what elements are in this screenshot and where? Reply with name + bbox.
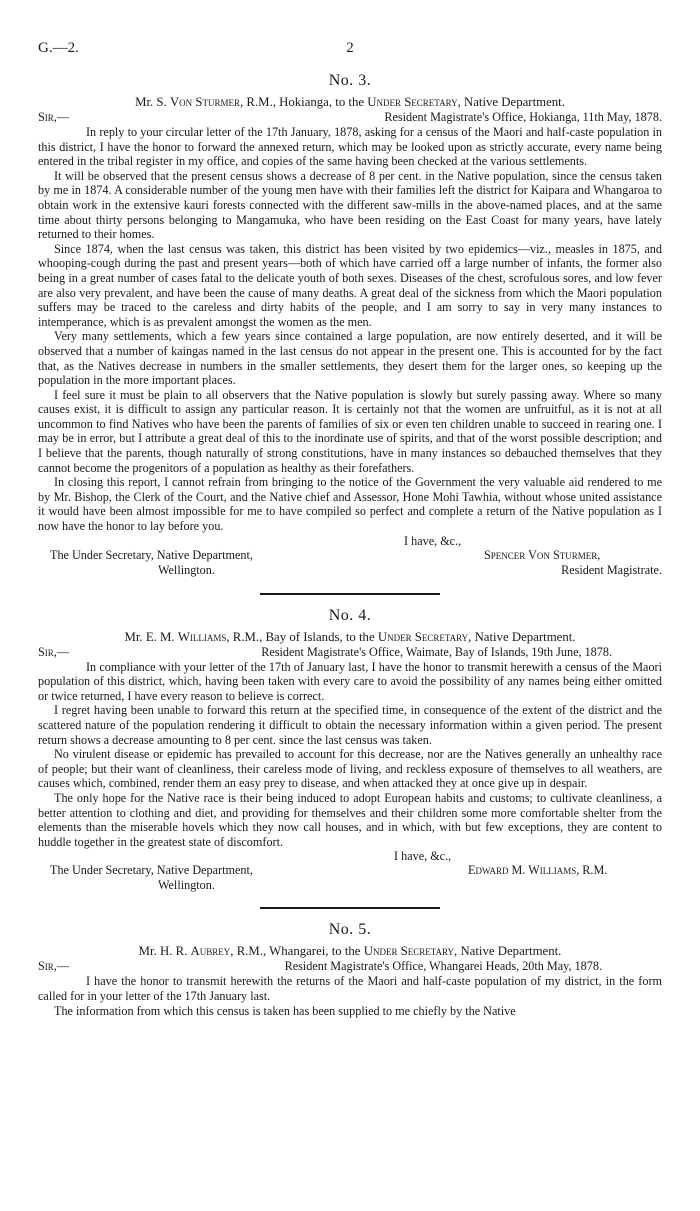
paragraph: In reply to your circular letter of the 17th January, 1878, asking for a census of the Maori and half-caste population in this district, I have the honor to forward the annexed return, which may be looked upon as strictly accurate, every name being entered in the tribal register in my office, and copies of the same having been checked at the various settlements. <box>38 125 662 169</box>
paragraph: In compliance with your letter of the 17th of January last, I have the honor to transmit herewith a census of the Maori population of this district, which, having been taken with every care to avoid the possibility of any names being either omitted or twice returned, I have every reason to believe is correct. <box>38 659 662 703</box>
salutation-row <box>38 110 662 125</box>
paragraph: Very many settlements, which a few years since contained a large population, are now entirely deserted, and it will be observed that a number of kaingas named in the last census do not appear in the present one. This is accounted for by the fact that, as the Natives decrease in numbers in the smaller settlements, they desert them for the larger ones, so keeping up the population in the more important places. <box>38 329 662 388</box>
paragraph: The information from which this census is taken has been supplied to me chiefly by the Native <box>54 1003 516 1018</box>
recipient-title: Under Secretary <box>367 95 458 109</box>
document-reference: G.—2. <box>38 40 79 56</box>
letter-heading: No. 3. <box>328 72 372 89</box>
paragraph: I regret having been unable to forward this return at the specified time, in consequence of the extent of the district and the scattered nature of the population rendering it difficult to obtain the necessary information within a given period. The present return shows a decrease amounting to 8 per cent. since the last census was taken. <box>38 703 662 747</box>
addressed-part: , Native Department. <box>457 95 565 109</box>
paragraph: I feel sure it must be plain to all observers that the Native population is slowly but surely passing away. Where so many causes exist, it is difficult to assign any particular reason. It is certainly not that the women are unfruitful, as it is not at all uncommon to find Natives who have been the parents of families of six or even ten children unable to succeed in rearing one. I may be in error, but I attribute a great deal of this to the inordinate use of spirits, and that of the worst possible description; and I believe that the parents, though naturally of strong constitutions, have in many instances so debauched themselves that they cannot become the progenitors of a population as healthy as their forefathers. <box>38 387 662 475</box>
signature-title: Resident Magistrate. <box>561 562 662 577</box>
letter-addressed-line <box>38 943 662 959</box>
recipient: The Under Secretary, Native Department, <box>50 863 253 878</box>
signature: Edward M. Williams, R.M. <box>468 863 608 878</box>
letter-no-4 <box>38 606 662 893</box>
addressed-part: , R.M., Whangarei, to the <box>230 944 364 959</box>
office-dateline: Resident Magistrate's Office, Hokianga, 11th May, 1878. <box>384 110 662 124</box>
letter-addressed-line <box>38 94 662 110</box>
addressed-part: Mr. H. R. <box>138 944 191 959</box>
page-header <box>38 0 662 62</box>
paragraph: In closing this report, I cannot refrain from bringing to the notice of the Government the very valuable aid rendered to me by Mr. Bishop, the Clerk of the Court, and the Native chief and Assessor, Hone Mohi Tawhia, without whose united assistance it would have been almost impossible for me to have compiled so perfect and complete a return of the Native population as I now have the honor to lay before you. <box>38 475 662 534</box>
letter-no-3 <box>38 72 662 579</box>
paragraph: No virulent disease or epidemic has prevailed to account for this decrease, nor are the Natives generally an unhealthy race of people; but their want of cleanliness, their careless mode of living, and reckless exposure of themselves to all weathers, are causes which, combined, render them an easy prey to disease, and when attacked they at once give up in despair. <box>38 747 662 791</box>
section-divider <box>260 907 440 909</box>
signoff-block <box>38 534 662 579</box>
page-number: 2 <box>346 40 354 56</box>
recipient: The Under Secretary, Native Department, <box>50 547 253 562</box>
salutation-row <box>38 959 662 974</box>
addressed-part: , R.M., Hokianga, to the <box>240 95 368 109</box>
paragraph: I have the honor to transmit herewith the returns of the Maori and half-caste population of my district, in the form called for in your letter of the 17th January last. <box>38 974 662 1003</box>
letter-addressed-line <box>38 629 662 645</box>
addressed-part: Mr. E. M. <box>124 629 178 644</box>
addressed-part: , Native Department. <box>454 944 562 959</box>
paragraph: Since 1874, when the last census was taken, this district has been visited by two epidemics—viz., measles in 1875, and whooping-cough during the past and present years—both of which have carried off a large number of infants, the former also being in a great number of cases fatal to the delicate youth of both sexes. Diseases of the chest, scrofulous sores, and low fever are also very prevalent, and have been the cause of many deaths. A great deal of the sickness from which the Maori population suffers may be traced to the careless and dirty habits of the people, and I am sorry to say in very many instances to intemperance, which is as prevalent amongst the women as the men. <box>38 241 662 329</box>
recipient-city: Wellington. <box>158 878 215 893</box>
salutation-row <box>38 645 662 660</box>
addressed-part: , Native Department. <box>468 629 576 644</box>
addressed-part: , R.M., Bay of Islands, to the <box>226 629 378 644</box>
paragraph: The only hope for the Native race is their being induced to adopt European habits and customs; to cultivate cleanliness, a better attention to clothing and diet, and providing for themselves and their children some more comfortable shelter from the elements than the miserable hovels which they now call houses, and in which, with but few exceptions, they are content to huddle together in the greatest state of discomfort. <box>38 790 662 849</box>
sender-name: Von Sturmer <box>169 95 240 109</box>
office-dateline: Resident Magistrate's Office, Waimate, Bay of Islands, 19th June, 1878. <box>261 644 612 659</box>
signoff-block <box>38 849 662 893</box>
letter-heading: No. 4. <box>328 606 372 624</box>
signature: Spencer Von Sturmer, <box>484 547 601 562</box>
recipient-title: Under Secretary <box>377 629 469 644</box>
letter-no-5 <box>38 921 662 1018</box>
section-divider <box>260 593 440 595</box>
closing: I have, &c., <box>394 849 452 864</box>
salutation: Sir,— <box>38 644 70 659</box>
recipient-title: Under Secretary <box>363 944 455 959</box>
closing: I have, &c., <box>404 533 462 548</box>
office-dateline: Resident Magistrate's Office, Whangarei Heads, 20th May, 1878. <box>284 959 602 974</box>
addressed-part: Mr. S. <box>135 95 170 109</box>
recipient-city: Wellington. <box>158 562 215 577</box>
salutation: Sir,— <box>38 959 70 974</box>
sender-name: Aubrey <box>190 944 231 959</box>
salutation: Sir,— <box>38 110 70 124</box>
sender-name: Williams <box>177 629 227 644</box>
paragraph: It will be observed that the present census shows a decrease of 8 per cent. in the Native population, since the census taken by me in 1874. A considerable number of the young men have with their families left the district for Kaipara and Whangaroa to obtain work in the extensive kauri forests connected with the different saw-mills in the above-named places, and at the same time about thirty persons belonging to Mangamuka, who have been residing on the East Coast for many years, have lately returned to their homes. <box>38 168 662 242</box>
letter-heading: No. 5. <box>328 921 372 939</box>
